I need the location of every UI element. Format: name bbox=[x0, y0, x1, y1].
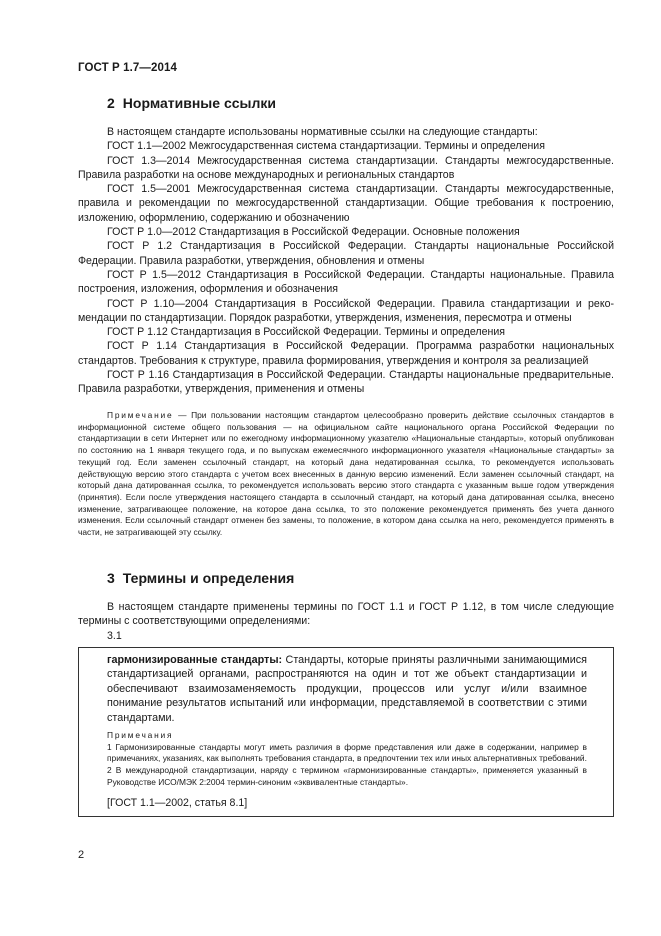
section-2-body bbox=[78, 125, 614, 397]
reference-item: ГОСТ Р 1.2 Стандартизация в Российской Федерации. Стандарты национальные Российской Федерации. Правила разработки, утверждения, обновления и отмены bbox=[78, 240, 614, 267]
term-notes bbox=[107, 730, 587, 789]
section-2-note bbox=[78, 410, 614, 539]
term-definition bbox=[107, 653, 587, 725]
term-note-2: 2 В международной стандартизации, наряду с термином «гармонизированные стандарты», применяется указанный в Руководстве ИСО/МЭК 2:2004 термин-синоним «эквивалентные стандарты». bbox=[107, 765, 587, 787]
standard-header: ГОСТ Р 1.7—2014 bbox=[78, 62, 177, 74]
reference-item: ГОСТ 1.5—2001 Межгосударственная система стандартизации. Стандарты межгосударственные, правила и рекомендации по межгосударственной стандартизации. Общие требования к построению, изложению, оформлению, содержанию и обозначению bbox=[78, 183, 614, 224]
reference-item: ГОСТ Р 1.0—2012 Стандартизация в Российской Федерации. Основные положения bbox=[107, 226, 520, 239]
reference-item: ГОСТ Р 1.16 Стандартизация в Российской Федерации. Стандарты национальные предварительные. Правила разработки, утверждения, применения и отмены bbox=[78, 369, 614, 396]
section-2-number: 2 bbox=[107, 95, 115, 111]
term-note-1: 1 Гармонизированные стандарты могут иметь различия в форме представления или даже в содержании, например в примечаниях, указаниях, как выполнять требования стандарта, в предпочтении тех или иных альтернативных требований. bbox=[107, 741, 587, 764]
note-label: Примечание bbox=[107, 410, 174, 420]
section-2-heading bbox=[107, 95, 276, 111]
section-2-intro: В настоящем стандарте использованы нормативные ссылки на следующие стандарты: bbox=[107, 126, 538, 138]
section-3-title: Термины и определения bbox=[122, 570, 295, 586]
notes-label: Примечания bbox=[107, 730, 174, 741]
term-name: гармонизированные стандарты: bbox=[107, 654, 283, 666]
clause-number: 3.1 bbox=[107, 629, 122, 642]
section-3-body bbox=[78, 600, 614, 643]
reference-item: ГОСТ 1.1—2002 Межгосударственная система стандартизации. Термины и определения bbox=[107, 140, 545, 153]
term-definition-text: Стандарты, которые приняты различными занимающимися стандартизацией органами, распространяются на один и тот же объект стандартизации и обеспечивают взаимозаменяемость продукции, процессов или услуг и/или взаимное понимание результатов испытаний или информации, представляемой в соответствии с этими стандартами. bbox=[107, 654, 587, 724]
section-3-heading bbox=[107, 570, 294, 586]
page-number: 2 bbox=[78, 849, 85, 861]
note-text: — При пользовании настоящим стандартом целесообразно проверить действие ссылочных стандартов в информационной системе общего пользования — на официальном сайте национального органа Российской Федерации по стандартизации в сети Интернет или по ежегодному информационному указателю «Национальные стандарты», который опубликован по состоянию на 1 января текущего года, и по выпускам ежемесячного информационного указателя «Национальные стандарты» за текущий год. Если заменен ссылочный стандарт, на который дана недатированная ссылка, то рекомендуется использовать действующую версию этого стандарта с учетом всех внесенных в данную версию изменений. Если заменен ссылочный стандарт, на который дана датированная ссылка, то рекомендуется использовать версию этого стандарта с указанным выше годом утверждения (принятия). Если после утверждения настоящего стандарта в ссылочный стандарт, на который дана датированная ссылка, внесено изменение, затрагивающее положение, на которое дана ссылка, то это положение рекомендуется применять без учета данного изменения. Если ссылочный стандарт отменен без замены, то положение, в котором дана ссылка на него, рекомендуется применять в части, не затрагивающей эту ссылку. bbox=[78, 410, 614, 538]
term-content bbox=[107, 653, 587, 809]
term-source: [ГОСТ 1.1—2002, статья 8.1] bbox=[107, 796, 248, 809]
reference-item: ГОСТ Р 1.5—2012 Стандартизация в Российской Федерации. Стандарты национальные. Правила построения, изложения, оформления и обозначения bbox=[78, 268, 614, 296]
reference-item: ГОСТ Р 1.10—2004 Стандартизация в Российской Федерации. Правила стандартизации и рекомендации по стандартизации. Порядок разработки, утверждения, изменения, пересмотра и отмены bbox=[78, 297, 614, 324]
reference-item: ГОСТ 1.3—2014 Межгосударственная система стандартизации. Стандарты межгосударственные. Правила разработки на основе международных и региональных стандартов bbox=[78, 154, 614, 181]
section-2-title: Нормативные ссылки bbox=[122, 95, 276, 111]
reference-item: ГОСТ Р 1.12 Стандартизация в Российской Федерации. Термины и определения bbox=[107, 326, 505, 339]
reference-item: ГОСТ Р 1.14 Стандартизация в Российской Федерации. Программа разработки национальных стандартов. Требования к структуре, правила формирования, утверждения и контроля за реализацией bbox=[78, 340, 614, 367]
section-3-intro: В настоящем стандарте применены термины по ГОСТ 1.1 и ГОСТ Р 1.12, в том числе следующие термины с соответствующими определениями: bbox=[78, 601, 614, 628]
term-definition-box bbox=[78, 647, 614, 817]
section-3-number: 3 bbox=[107, 570, 115, 586]
